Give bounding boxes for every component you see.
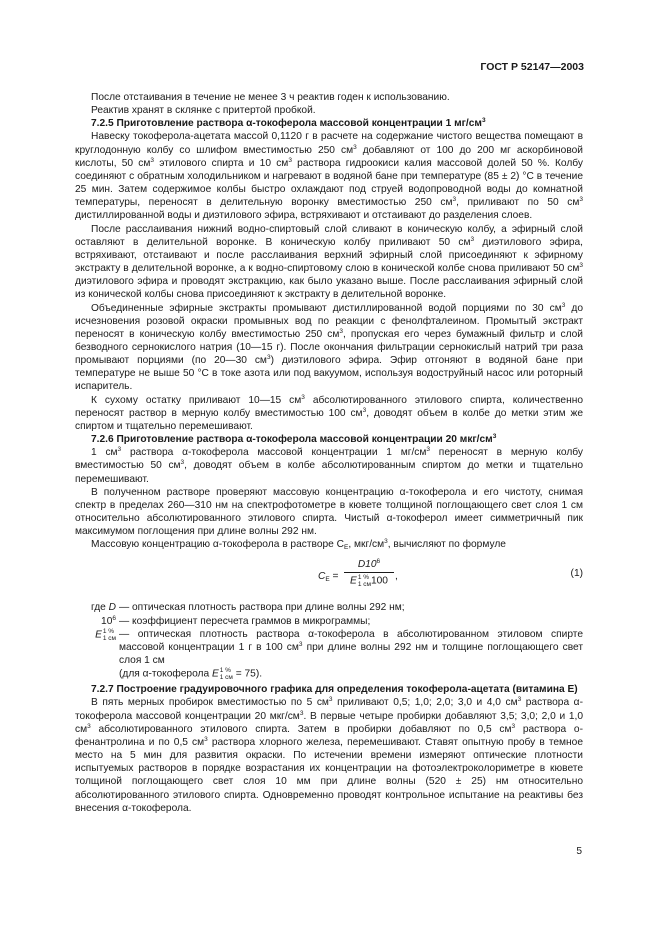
formula-number: (1) — [570, 568, 583, 580]
definition-e-note: (для α-токоферола E 1 % 1 см = 75). — [119, 667, 263, 682]
section-7-2-5-para-2: После расслаивания нижний водно-спиртовый слой сливают в коническую колбу, а эфирный слой оставляют в делительной воронке. В коническую колбу приливают 50 $см^3$ диэтилового эфира, встряхивают, отстаивают и после расслаивания верхний эфирный слой присоединяют к эфирному экстракту в делительной воронке, а к водно-спиртовому слою в конической колбе снова приливают 50 $см^3$ диэтилового эфира и проводят экстракцию, как было указано выше. После расслаивания эфирный слой из конической колбы снова присоединяют к экстракту в делительной воронке. — [75, 223, 583, 301]
definition-10-6: $10^6$ — коэффициент пересчета граммов в микрограммы; — [101, 614, 371, 627]
section-7-2-5-para-3: Объединенные эфирные экстракты промывают дистиллированной водой порциями по 30 $см^3$ до исчезновения розовой окраски промывных вод по реакции с фенолфталеином. Промытый экстракт переносят в коническую колбу вместимостью 250 $см^3$, пропуская его через бумажный фильтр и слой безводного сернокислого натрия (10—15 г). После окончания фильтрации сернокислый натрий три раза промывают порциями (по 20—30 $см^3$) диэтилового эфира. Эфир отгоняют в водяной бане при температуре не выше 50 °С в токе азота или под вакуумом, используя водоструйный насос или роторный испаритель. — [75, 301, 583, 393]
section-7-2-6-para-1: 1 $см^3$ раствора α-токоферола массовой концентрации 1 $мг/см^3$ переносят в мерную колбу вместимостью 50 $см^3$, доводят объем в колбе абсолютированным спиртом до метки и тщательно перемешивают. — [75, 446, 583, 485]
section-7-2-6-para-2: В полученном растворе проверяют массовую концентрацию α-токоферола и его чистоту, снимая спектр в пределах 260—310 нм на спектрофотометре в кювете толщиной поглощающего свет слоя 1 см относительно абсолютированного этилового спирта. Чистый α-токоферол имеет симметричный пик максимумом поглощения при длине волны 292 нм. — [75, 486, 583, 538]
formula-denominator: E 1 % 1 см 100 — [350, 574, 388, 589]
section-7-2-6-para-3: Массовую концентрацию α-токоферола в растворе $C_E$, мкг/$см^3$, вычисляют по формуле — [91, 538, 506, 552]
formula-definitions — [75, 601, 583, 681]
definition-d: где D — оптическая плотность раствора при длине волны 292 нм; — [90, 602, 405, 614]
formula-numerator: $D10^6$ — [344, 559, 394, 573]
section-7-2-7-title: 7.2.7 Построение градуировочного графика для определения токоферола-ацетата (витамина Е) — [91, 684, 578, 696]
intro-line-1: После отстаивания в течение не менее 3 ч реактив годен к использованию. — [91, 92, 450, 103]
section-7-2-5-title: 7.2.5 Приготовление раствора α-токоферола массовой концентрации 1 $мг/см^3$ — [91, 117, 486, 130]
document-header: ГОСТ Р 52147—2003 — [480, 61, 584, 73]
page-number: 5 — [576, 846, 582, 857]
formula-lhs: $C_E$ = — [318, 571, 339, 584]
document-body — [75, 91, 583, 815]
section-7-2-5-para-4: К сухому остатку приливают 10—15 $см^3$ абсолютированного этилового спирта, количественно переносят раствор в мерную колбу вместимостью 100 $см^3$, доводят объем в колбе до метки этим же спиртом и тщательно перемешивают. — [75, 393, 583, 432]
section-7-2-5-para-1: Навеску токоферола-ацетата массой 0,1120 г в расчете на содержание чистого вещества помещают в круглодонную колбу со шлифом вместимостью 250 $см^3$ добавляют от 100 до 200 мг аскорбиновой кислоты, 50 $см^3$ этилового спирта и 10 $см^3$ раствора гидроокиси калия массовой долей 50 %. Колбу соединяют с обратным холодильником и нагревают в водяной бане при температуре (85 ± 2) °С в течение 25 мин. Затем содержимое колбы быстро охлаждают под струей водопроводной воды до комнатной температуры, переносят в делительную воронку вместимостью 250 $см^3$, приливают по 50 $см^3$ дистиллированной воды и диэтилового эфира, встряхивают и отстаивают до разделения слоев. — [75, 131, 583, 222]
formula-1 — [75, 557, 583, 599]
definition-e: E 1 % 1 см — оптическая плотность раствора α-токоферола в абсолютированном этиловом спирте массовой концентрации 1 г в 100 $см^3$ при длине волны 292 нм и толщине поглощающего свет слоя 1 см — [95, 627, 583, 667]
formula-fraction — [344, 559, 394, 589]
section-7-2-7-para-1: В пять мерных пробирок вместимостью по 5 $см^3$ приливают 0,5; 1,0; 2,0; 3,0 и 4,0 $см^3$ раствора α-токоферола массовой концентрации 20 мкг/$см^3$. В первые четыре пробирки добавляют 3,5; 3,0; 2,0 и 1,0 $см^3$ абсолютированного этилового спирта. Затем в пробирки добавляют по 0,5 $см^3$ раствора о-фенантролина и по 0,5 $см^3$ раствора хлорного железа, перемешивают. Ставят опытную пробу в темное место на 5 мин для развития окраски. По истечении времени измеряют оптические плотности испытуемых растворов в порядке возрастания их концентрации на фотоэлектроколориметре в кювете толщиной поглощающего свет слоя 10 мм при длине волны (520 ± 25) нм относительно абсолютированного этилового спирта. Одновременно проводят контрольное испытание на реактивы без внесения α-токоферола. — [75, 696, 584, 814]
intro-line-2: Реактив хранят в склянке с притертой пробкой. — [91, 105, 316, 117]
section-7-2-6-title: 7.2.6 Приготовление раствора α-токоферола массовой концентрации 20 мкг/$см^3$ — [91, 433, 497, 446]
formula-comma: , — [395, 571, 398, 583]
